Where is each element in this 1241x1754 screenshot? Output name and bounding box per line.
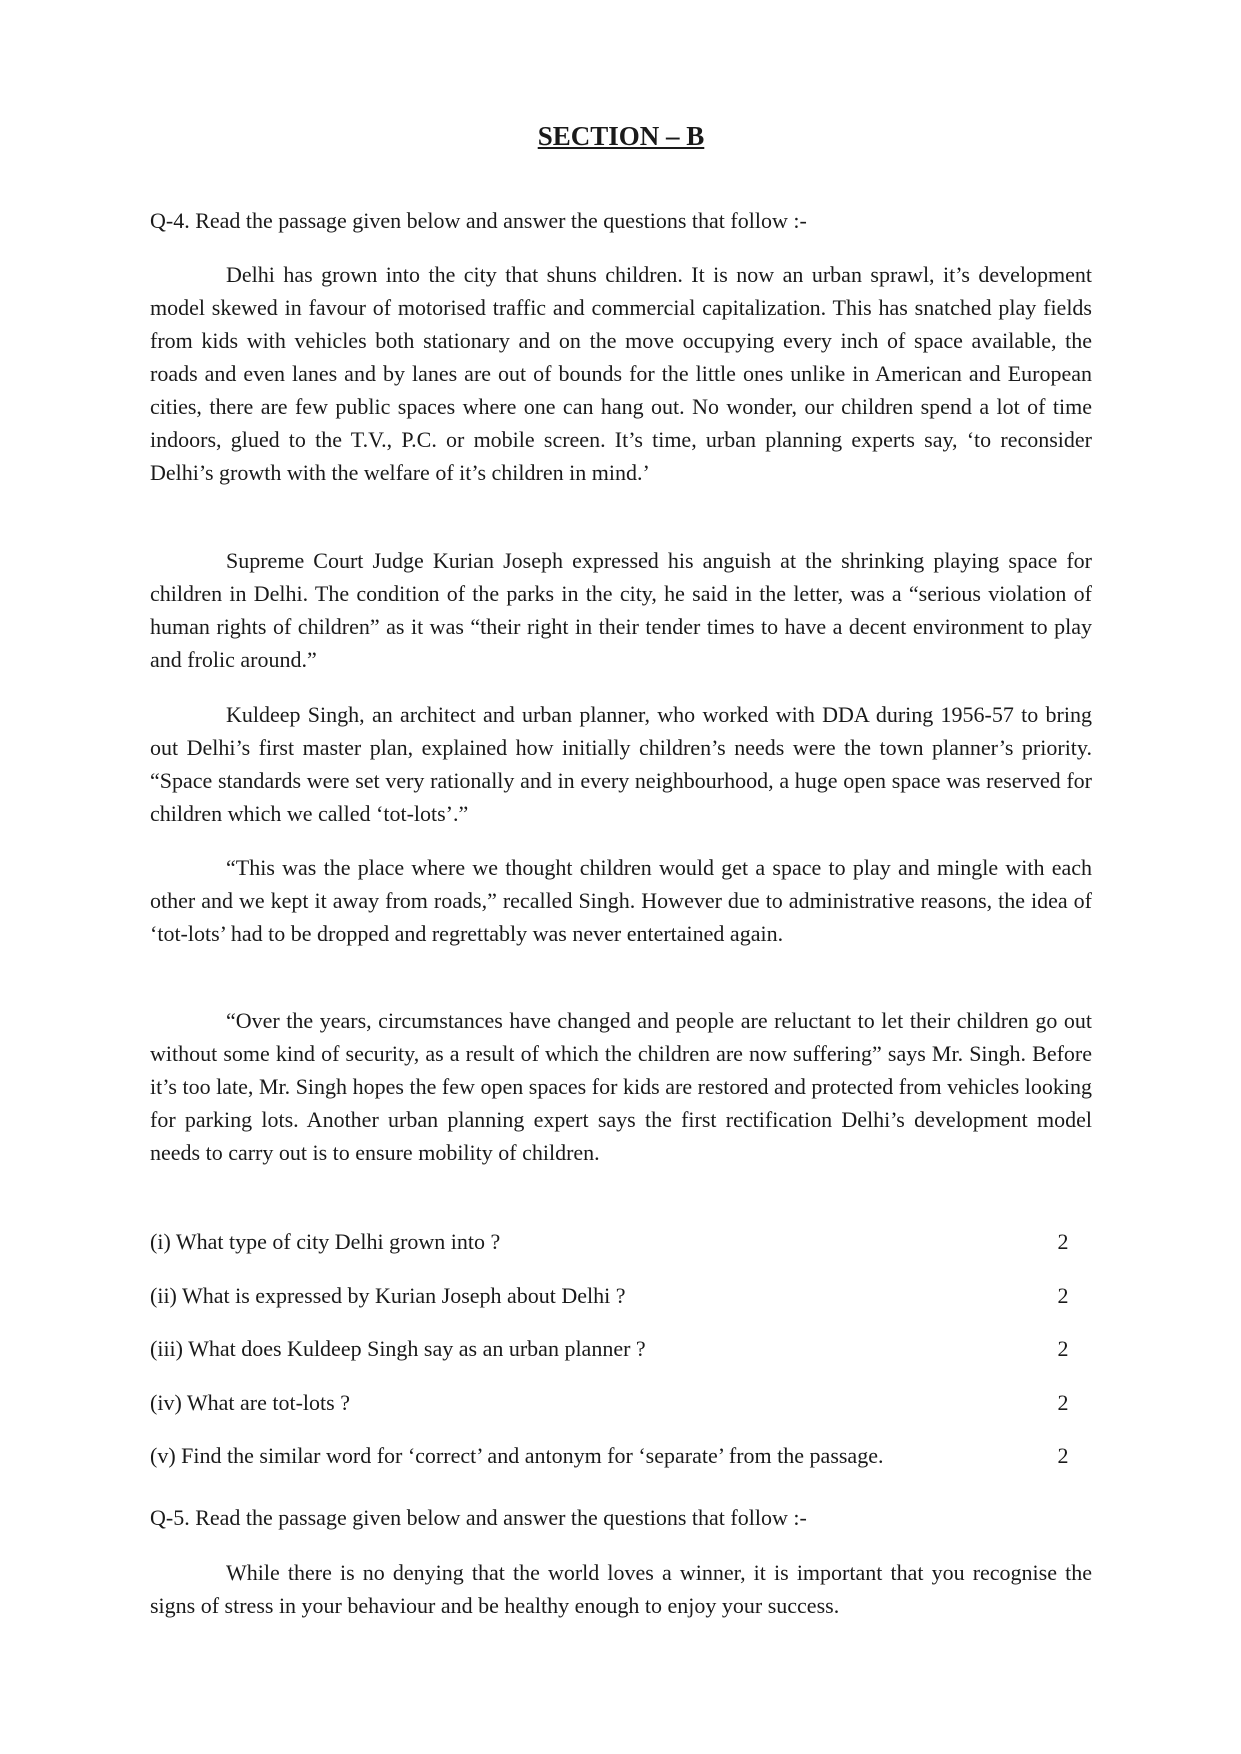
q4-intro: Q-4. Read the passage given below and answer the questions that follow :- <box>150 208 807 233</box>
question-marks: 2 <box>1057 1283 1069 1308</box>
q4-passage-paragraph-2: Supreme Court Judge Kurian Joseph expressed his anguish at the shrinking playing space for children in Delhi. The condition of the parks in the city, he said in the letter, was a “serious violation of human rights of children” as it was “their right in their tender times to have a decent environment to play and frolic around.” <box>150 548 1092 672</box>
question-marks: 2 <box>1057 1443 1069 1468</box>
section-title: SECTION – B <box>537 121 705 151</box>
question-marks: 2 <box>1057 1229 1069 1254</box>
q4-question-1 <box>150 1227 1092 1257</box>
q4-question-4 <box>150 1388 1092 1418</box>
q4-passage-paragraph-5: “Over the years, circumstances have changed and people are reluctant to let their children go out without some kind of security, as a result of which the children are now suffering” says Mr. Singh. Before it’s too late, Mr. Singh hopes the few open spaces for kids are restored and protected from vehicles looking for parking lots. Another urban planning expert says the first rectification Delhi’s development model needs to carry out is to ensure mobility of children. <box>150 1008 1092 1165</box>
question-text: (v) Find the similar word for ‘correct’ and antonym for ‘separate’ from the passage. <box>150 1443 884 1468</box>
q4-question-5 <box>150 1441 1092 1471</box>
q4-question-2 <box>150 1281 1092 1311</box>
q4-passage-paragraph-4: “This was the place where we thought children would get a space to play and mingle with each other and we kept it away from roads,” recalled Singh. However due to administrative reasons, the idea of ‘tot-lots’ had to be dropped and regrettably was never entertained again. <box>150 855 1092 946</box>
question-text: (i) What type of city Delhi grown into ? <box>150 1229 501 1254</box>
q4-passage-paragraph-3: Kuldeep Singh, an architect and urban planner, who worked with DDA during 1956-57 to bring out Delhi’s first master plan, explained how initially children’s needs were the town planner’s priority. “Space standards were set very rationally and in every neighbourhood, a huge open space was reserved for children which we called ‘tot-lots’.” <box>150 702 1092 826</box>
question-text: (iv) What are tot-lots ? <box>150 1390 350 1415</box>
q4-passage-paragraph-1: Delhi has grown into the city that shuns children. It is now an urban sprawl, it’s development model skewed in favour of motorised traffic and commercial capitalization. This has snatched play fields from kids with vehicles both stationary and on the move occupying every inch of space available, the roads and even lanes and by lanes are out of bounds for the little ones unlike in American and European cities, there are few public spaces where one can hang out. No wonder, our children spend a lot of time indoors, glued to the T.V., P.C. or mobile screen. It’s time, urban planning experts say, ‘to reconsider Delhi’s growth with the welfare of it’s children in mind.’ <box>150 262 1092 485</box>
question-marks: 2 <box>1057 1390 1069 1415</box>
q5-passage-paragraph-1: While there is no denying that the world loves a winner, it is important that you recognise the signs of stress in your behaviour and be healthy enough to enjoy your success. <box>150 1560 1092 1618</box>
question-marks: 2 <box>1057 1336 1069 1361</box>
exam-page <box>150 0 1092 1754</box>
q4-question-3 <box>150 1334 1092 1364</box>
question-text: (ii) What is expressed by Kurian Joseph about Delhi ? <box>150 1283 626 1308</box>
question-text: (iii) What does Kuldeep Singh say as an urban planner ? <box>150 1336 646 1361</box>
q5-intro: Q-5. Read the passage given below and answer the questions that follow :- <box>150 1505 807 1530</box>
